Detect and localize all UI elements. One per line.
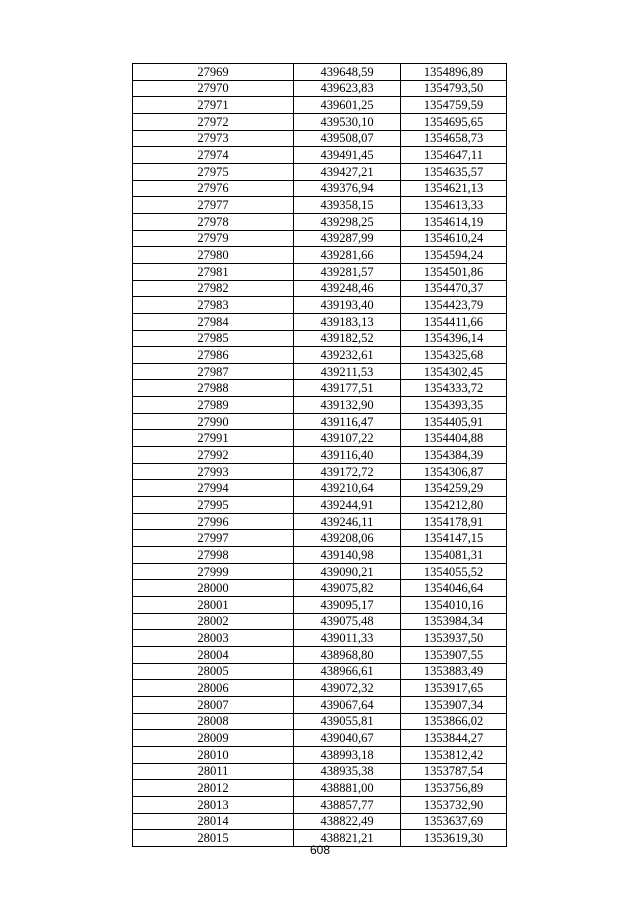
table-row (133, 347, 507, 364)
x-coordinate-cell: 439107,22 (294, 430, 401, 447)
point-number-cell: 27982 (133, 280, 294, 297)
table-row (133, 730, 507, 747)
table-row (133, 597, 507, 614)
point-number-cell: 27971 (133, 97, 294, 114)
point-number-cell: 28001 (133, 597, 294, 614)
y-coordinate-cell: 1354259,29 (401, 480, 507, 497)
table-row (133, 313, 507, 330)
y-coordinate-cell: 1353787,54 (401, 763, 507, 780)
y-coordinate-cell: 1353937,50 (401, 630, 507, 647)
x-coordinate-cell: 439075,48 (294, 613, 401, 630)
x-coordinate-cell: 439601,25 (294, 97, 401, 114)
y-coordinate-cell: 1353732,90 (401, 796, 507, 813)
x-coordinate-cell: 439055,81 (294, 713, 401, 730)
y-coordinate-cell: 1354384,39 (401, 447, 507, 464)
y-coordinate-cell: 1354613,33 (401, 197, 507, 214)
x-coordinate-cell: 439183,13 (294, 313, 401, 330)
point-number-cell: 27991 (133, 430, 294, 447)
x-coordinate-cell: 439287,99 (294, 230, 401, 247)
table-row (133, 113, 507, 130)
x-coordinate-cell: 439090,21 (294, 563, 401, 580)
y-coordinate-cell: 1354393,35 (401, 397, 507, 414)
point-number-cell: 27986 (133, 347, 294, 364)
table-row (133, 64, 507, 81)
x-coordinate-cell: 439075,82 (294, 580, 401, 597)
point-number-cell: 27995 (133, 497, 294, 514)
y-coordinate-cell: 1353637,69 (401, 813, 507, 830)
x-coordinate-cell: 439232,61 (294, 347, 401, 364)
y-coordinate-cell: 1354793,50 (401, 80, 507, 97)
table-row (133, 796, 507, 813)
y-coordinate-cell: 1354396,14 (401, 330, 507, 347)
x-coordinate-cell: 439244,91 (294, 497, 401, 514)
point-number-cell: 28000 (133, 580, 294, 597)
table-row (133, 513, 507, 530)
x-coordinate-cell: 439095,17 (294, 597, 401, 614)
table-row (133, 80, 507, 97)
table-row (133, 297, 507, 314)
table-row (133, 413, 507, 430)
point-number-cell: 28004 (133, 646, 294, 663)
table-row (133, 163, 507, 180)
x-coordinate-cell: 439172,72 (294, 463, 401, 480)
y-coordinate-cell: 1354411,66 (401, 313, 507, 330)
y-coordinate-cell: 1354695,65 (401, 113, 507, 130)
x-coordinate-cell: 439208,06 (294, 530, 401, 547)
point-number-cell: 27976 (133, 180, 294, 197)
y-coordinate-cell: 1353917,65 (401, 680, 507, 697)
x-coordinate-cell: 438821,21 (294, 830, 401, 847)
table-row (133, 613, 507, 630)
table-row (133, 630, 507, 647)
x-coordinate-cell: 438935,38 (294, 763, 401, 780)
point-number-cell: 27993 (133, 463, 294, 480)
point-number-cell: 27997 (133, 530, 294, 547)
x-coordinate-cell: 439011,33 (294, 630, 401, 647)
y-coordinate-cell: 1354594,24 (401, 247, 507, 264)
point-number-cell: 27989 (133, 397, 294, 414)
point-number-cell: 28010 (133, 746, 294, 763)
point-number-cell: 27999 (133, 563, 294, 580)
y-coordinate-cell: 1354333,72 (401, 380, 507, 397)
x-coordinate-cell: 439210,64 (294, 480, 401, 497)
y-coordinate-cell: 1354610,24 (401, 230, 507, 247)
y-coordinate-cell: 1353812,42 (401, 746, 507, 763)
x-coordinate-cell: 439072,32 (294, 680, 401, 697)
y-coordinate-cell: 1354614,19 (401, 213, 507, 230)
point-number-cell: 27978 (133, 213, 294, 230)
coordinates-table-body (133, 64, 507, 847)
y-coordinate-cell: 1353984,34 (401, 613, 507, 630)
table-row (133, 397, 507, 414)
point-number-cell: 27973 (133, 130, 294, 147)
x-coordinate-cell: 438966,61 (294, 663, 401, 680)
point-number-cell: 28008 (133, 713, 294, 730)
point-number-cell: 27984 (133, 313, 294, 330)
table-row (133, 247, 507, 264)
y-coordinate-cell: 1354896,89 (401, 64, 507, 81)
table-row (133, 563, 507, 580)
x-coordinate-cell: 439177,51 (294, 380, 401, 397)
x-coordinate-cell: 439182,52 (294, 330, 401, 347)
y-coordinate-cell: 1354302,45 (401, 363, 507, 380)
table-row (133, 497, 507, 514)
y-coordinate-cell: 1353907,55 (401, 646, 507, 663)
table-row (133, 580, 507, 597)
y-coordinate-cell: 1354081,31 (401, 547, 507, 564)
y-coordinate-cell: 1354147,15 (401, 530, 507, 547)
y-coordinate-cell: 1354010,16 (401, 597, 507, 614)
point-number-cell: 27975 (133, 163, 294, 180)
point-number-cell: 27988 (133, 380, 294, 397)
point-number-cell: 28011 (133, 763, 294, 780)
point-number-cell: 27983 (133, 297, 294, 314)
table-row (133, 263, 507, 280)
point-number-cell: 27979 (133, 230, 294, 247)
point-number-cell: 28009 (133, 730, 294, 747)
x-coordinate-cell: 439376,94 (294, 180, 401, 197)
x-coordinate-cell: 439211,53 (294, 363, 401, 380)
y-coordinate-cell: 1354055,52 (401, 563, 507, 580)
x-coordinate-cell: 438881,00 (294, 780, 401, 797)
x-coordinate-cell: 439530,10 (294, 113, 401, 130)
table-row (133, 780, 507, 797)
table-row (133, 147, 507, 164)
y-coordinate-cell: 1354501,86 (401, 263, 507, 280)
y-coordinate-cell: 1353756,89 (401, 780, 507, 797)
table-row (133, 763, 507, 780)
x-coordinate-cell: 439281,66 (294, 247, 401, 264)
point-number-cell: 27981 (133, 263, 294, 280)
y-coordinate-cell: 1354306,87 (401, 463, 507, 480)
point-number-cell: 28015 (133, 830, 294, 847)
y-coordinate-cell: 1354658,73 (401, 130, 507, 147)
table-row (133, 680, 507, 697)
x-coordinate-cell: 439623,83 (294, 80, 401, 97)
table-row (133, 97, 507, 114)
y-coordinate-cell: 1354635,57 (401, 163, 507, 180)
table-row (133, 696, 507, 713)
table-row (133, 447, 507, 464)
x-coordinate-cell: 438968,80 (294, 646, 401, 663)
table-row (133, 380, 507, 397)
x-coordinate-cell: 439116,40 (294, 447, 401, 464)
point-number-cell: 27972 (133, 113, 294, 130)
table-row (133, 663, 507, 680)
y-coordinate-cell: 1354178,91 (401, 513, 507, 530)
x-coordinate-cell: 439067,64 (294, 696, 401, 713)
y-coordinate-cell: 1354759,59 (401, 97, 507, 114)
y-coordinate-cell: 1354212,80 (401, 497, 507, 514)
y-coordinate-cell: 1353907,34 (401, 696, 507, 713)
point-number-cell: 28014 (133, 813, 294, 830)
y-coordinate-cell: 1354046,64 (401, 580, 507, 597)
table-row (133, 646, 507, 663)
x-coordinate-cell: 438822,49 (294, 813, 401, 830)
table-row (133, 363, 507, 380)
y-coordinate-cell: 1353883,49 (401, 663, 507, 680)
x-coordinate-cell: 439132,90 (294, 397, 401, 414)
point-number-cell: 28007 (133, 696, 294, 713)
table-row (133, 280, 507, 297)
table-row (133, 530, 507, 547)
table-row (133, 547, 507, 564)
point-number-cell: 28005 (133, 663, 294, 680)
point-number-cell: 27990 (133, 413, 294, 430)
table-row (133, 197, 507, 214)
point-number-cell: 27996 (133, 513, 294, 530)
point-number-cell: 27980 (133, 247, 294, 264)
point-number-cell: 28003 (133, 630, 294, 647)
point-number-cell: 27969 (133, 64, 294, 81)
table-row (133, 130, 507, 147)
x-coordinate-cell: 438993,18 (294, 746, 401, 763)
y-coordinate-cell: 1353619,30 (401, 830, 507, 847)
x-coordinate-cell: 439298,25 (294, 213, 401, 230)
x-coordinate-cell: 439508,07 (294, 130, 401, 147)
x-coordinate-cell: 439491,45 (294, 147, 401, 164)
table-row (133, 430, 507, 447)
coordinates-table (132, 63, 507, 847)
x-coordinate-cell: 439116,47 (294, 413, 401, 430)
page-number: 608 (309, 843, 331, 857)
x-coordinate-cell: 439193,40 (294, 297, 401, 314)
x-coordinate-cell: 439040,67 (294, 730, 401, 747)
table-row (133, 463, 507, 480)
x-coordinate-cell: 439358,15 (294, 197, 401, 214)
y-coordinate-cell: 1354405,91 (401, 413, 507, 430)
x-coordinate-cell: 439248,46 (294, 280, 401, 297)
point-number-cell: 27970 (133, 80, 294, 97)
point-number-cell: 27985 (133, 330, 294, 347)
table-row (133, 813, 507, 830)
point-number-cell: 27977 (133, 197, 294, 214)
point-number-cell: 27992 (133, 447, 294, 464)
y-coordinate-cell: 1353844,27 (401, 730, 507, 747)
x-coordinate-cell: 439246,11 (294, 513, 401, 530)
y-coordinate-cell: 1353866,02 (401, 713, 507, 730)
y-coordinate-cell: 1354325,68 (401, 347, 507, 364)
x-coordinate-cell: 439427,21 (294, 163, 401, 180)
y-coordinate-cell: 1354423,79 (401, 297, 507, 314)
x-coordinate-cell: 439140,98 (294, 547, 401, 564)
table-row (133, 713, 507, 730)
point-number-cell: 27994 (133, 480, 294, 497)
point-number-cell: 27998 (133, 547, 294, 564)
x-coordinate-cell: 439281,57 (294, 263, 401, 280)
y-coordinate-cell: 1354404,88 (401, 430, 507, 447)
point-number-cell: 28012 (133, 780, 294, 797)
table-row (133, 213, 507, 230)
table-row (133, 330, 507, 347)
table-row (133, 230, 507, 247)
point-number-cell: 28006 (133, 680, 294, 697)
point-number-cell: 28002 (133, 613, 294, 630)
point-number-cell: 27987 (133, 363, 294, 380)
table-row (133, 180, 507, 197)
y-coordinate-cell: 1354470,37 (401, 280, 507, 297)
x-coordinate-cell: 438857,77 (294, 796, 401, 813)
y-coordinate-cell: 1354621,13 (401, 180, 507, 197)
table-row (133, 746, 507, 763)
table-row (133, 480, 507, 497)
point-number-cell: 28013 (133, 796, 294, 813)
point-number-cell: 27974 (133, 147, 294, 164)
y-coordinate-cell: 1354647,11 (401, 147, 507, 164)
x-coordinate-cell: 439648,59 (294, 64, 401, 81)
